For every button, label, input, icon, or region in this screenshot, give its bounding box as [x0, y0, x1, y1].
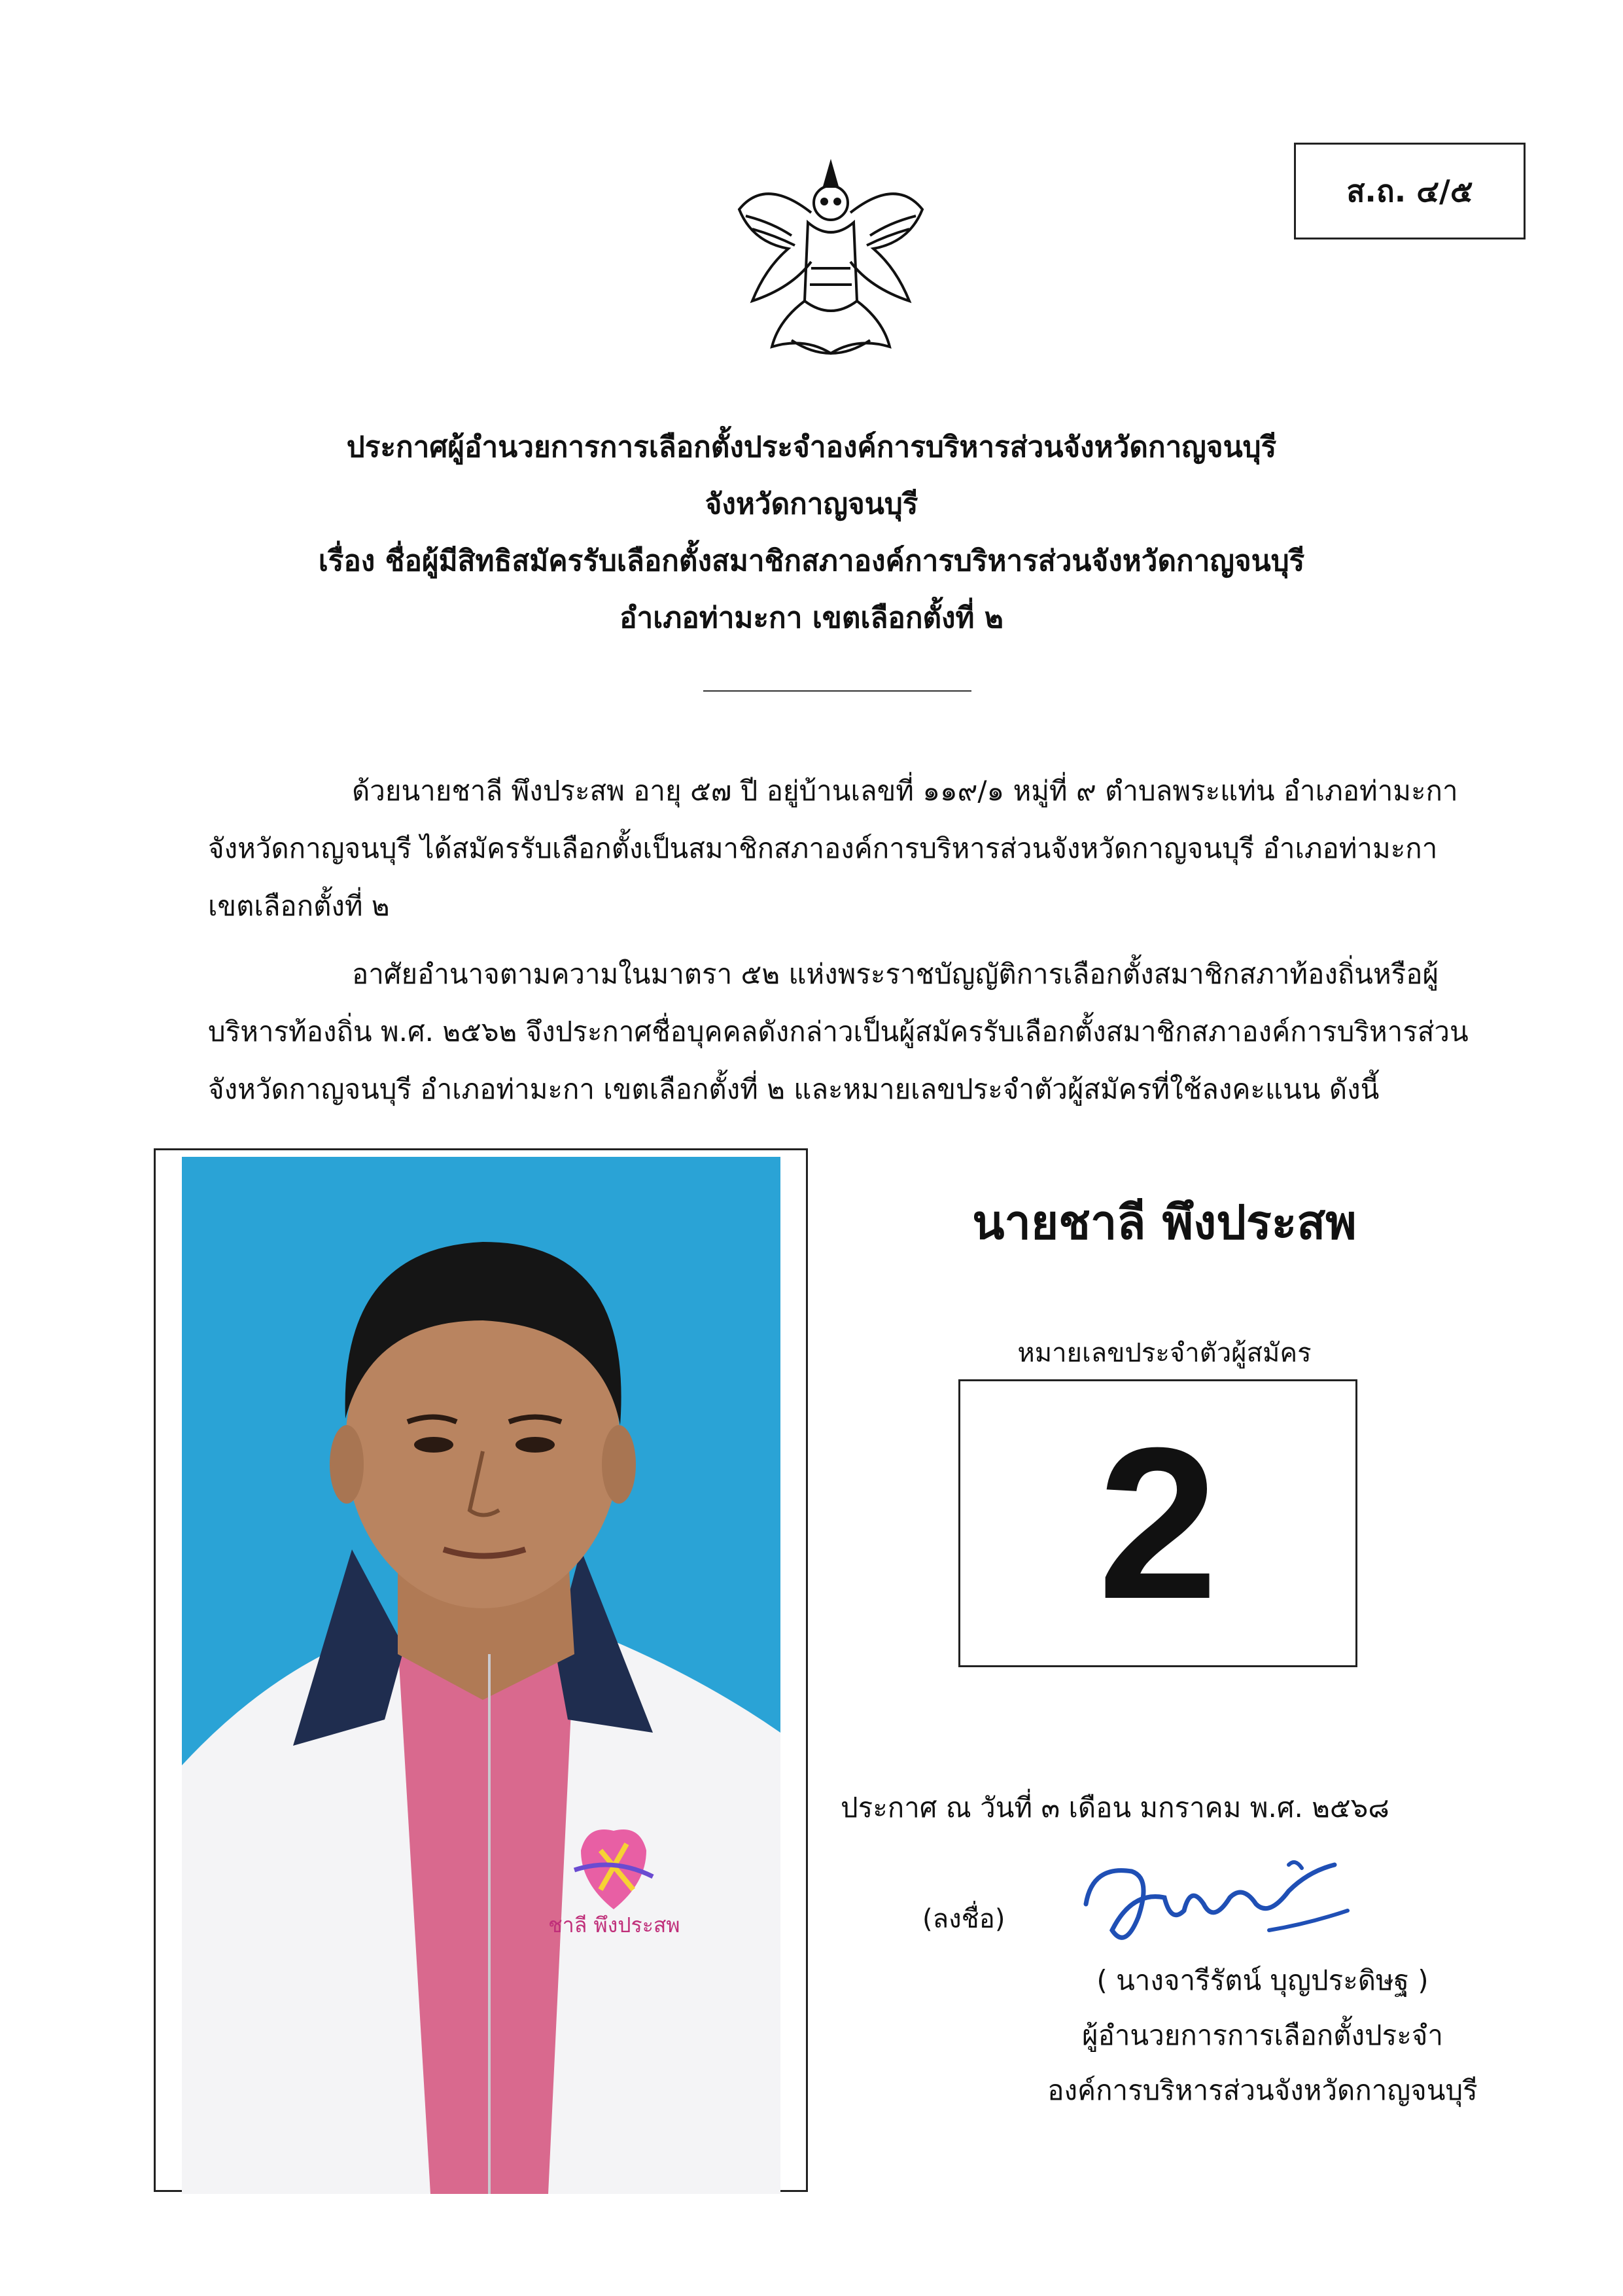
- announcement-date: ประกาศ ณ วันที่ ๓ เดือน มกราคม พ.ศ. ๒๕๖๘: [841, 1792, 1389, 1824]
- sign-label: (ลงชื่อ): [922, 1904, 1005, 1934]
- heading-divider: [703, 690, 971, 692]
- heading-line-3: เรื่อง ชื่อผู้มีสิทธิสมัครรับเลือกตั้งสมาชิกสภาองค์การบริหารส่วนจังหวัดกาญจนบุรี: [318, 544, 1305, 578]
- signer-name: ( นางจารีรัตน์ บุญประดิษฐ ): [1096, 1964, 1429, 1996]
- candidate-number: 2: [1098, 1402, 1218, 1644]
- candidate-photo: [182, 1157, 780, 2194]
- body-paragraph-1-block: [208, 762, 1477, 935]
- heading-line-1: ประกาศผู้อำนวยการการเลือกตั้งประจำองค์การบริหารส่วนจังหวัดกาญจนบุรี: [346, 431, 1277, 464]
- body-paragraph-1: ด้วยนายชาลี พึงประสพ อายุ ๕๗ ปี อยู่บ้านเลขที่ ๑๑๙/๑ หมู่ที่ ๙ ตำบลพระแท่น อำเภอท่ามะกา จังหวัดกาญจนบุรี ได้สมัครรับเลือกตั้งเป็นสมาชิกสภาองค์การบริหารส่วนจังหวัดกาญจนบุรี อำเภอท่ามะกา เขตเลือกตั้งที่ ๒: [208, 775, 1458, 922]
- garuda-emblem-icon: [726, 150, 935, 373]
- signer-block: [935, 1953, 1590, 2118]
- signature-image: [1073, 1845, 1361, 1963]
- heading-line-2: จังหวัดกาญจนบุรี: [705, 487, 918, 521]
- body-paragraph-2-block: [208, 945, 1477, 1118]
- signer-title-1: ผู้อำนวยการการเลือกตั้งประจำ: [1082, 2019, 1443, 2051]
- body-paragraph-2: อาศัยอำนาจตามความในมาตรา ๕๒ แห่งพระราชบัญญัติการเลือกตั้งสมาชิกสภาท้องถิ่นหรือผู้บริหารท้องถิ่น พ.ศ. ๒๕๖๒ จึงประกาศชื่อบุคคลดังกล่าวเป็นผู้สมัครรับเลือกตั้งสมาชิกสภาองค์การบริหารส่วนจังหวัดกาญจนบุรี อำเภอท่ามะกา เขตเลือกตั้งที่ ๒ และหมายเลขประจำตัวผู้สมัครที่ใช้ลงคะแนน ดังนี้: [208, 958, 1469, 1105]
- heading-line-4: อำเภอท่ามะกา เขตเลือกตั้งที่ ๒: [620, 601, 1003, 635]
- signer-title-2: องค์การบริหารส่วนจังหวัดกาญจนบุรี: [1047, 2074, 1478, 2106]
- candidate-number-label: หมายเลขประจำตัวผู้สมัคร: [1017, 1338, 1312, 1368]
- candidate-number-box: [958, 1379, 1357, 1667]
- candidate-name: นายชาลี พึงประสพ: [972, 1195, 1357, 1250]
- photo-badge-text: ชาลี พึงประสพ: [548, 1913, 680, 1937]
- form-code: ส.ถ. ๔/๕: [1346, 173, 1473, 209]
- form-code-box: [1294, 143, 1526, 239]
